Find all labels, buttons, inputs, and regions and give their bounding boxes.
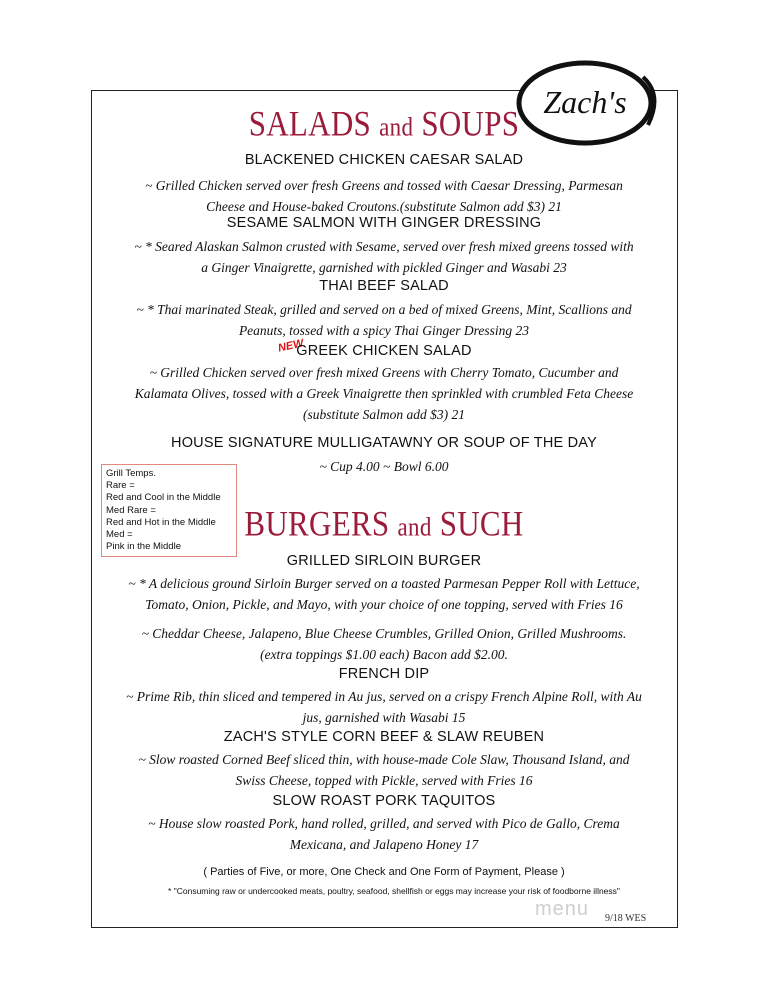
grill-temps-line: Med = (106, 529, 133, 541)
item-sirloin-burger-desc: ~ * A delicious ground Sirloin Burger served on a toasted Parmesan Pepper Roll with Lettuce, Tomato, Onion, Pickle, and Mayo, with your choice of one topping, served with Fries 16 (128, 576, 640, 612)
item-french-dip-desc: ~ Prime Rib, thin sliced and tempered in Au jus, served on a crispy French Alpine Roll, with Au jus, garnished with Wasabi 15 (126, 689, 642, 725)
grill-temps-line: Grill Temps. (106, 468, 156, 479)
burgers-such-title: BURGERS and SUCH (244, 503, 524, 544)
consumer-advisory: * "Consuming raw or undercooked meats, poultry, seafood, shellfish or eggs may increase your risk of foodborne illness" (168, 886, 620, 896)
item-sesame-salmon-desc: ~ * Seared Alaskan Salmon crusted with Sesame, served over fresh mixed greens tossed with a Ginger Vinaigrette, garnished with pickled Ginger and Wasabi 23 (134, 239, 634, 275)
item-thai-beef-desc: ~ * Thai marinated Steak, grilled and served on a bed of mixed Greens, Mint, Scallions and Peanuts, tossed with a spicy Thai Ginger Dressing 23 (136, 302, 632, 338)
grill-temps-line: Red and Cool in the Middle (106, 492, 221, 504)
grill-temps-line: Pink in the Middle (106, 541, 181, 553)
item-sesame-salmon-title: SESAME SALMON WITH GINGER DRESSING (226, 215, 542, 231)
item-greek-chicken-title: GREEK CHICKEN SALAD (296, 343, 472, 359)
item-reuben-title: ZACH'S STYLE CORN BEEF & SLAW REUBEN (223, 729, 545, 745)
item-taquitos-desc: ~ House slow roasted Pork, hand rolled, grilled, and served with Pico de Gallo, Crema Mexicana, and Jalapeno Honey 17 (148, 816, 620, 852)
item-caesar-salad-desc: ~ Grilled Chicken served over fresh Greens and tossed with Caesar Dressing, Parmesan Cheese and House-baked Croutons.(substitute Salmon add $3) 21 (145, 178, 623, 214)
grill-temps-line: Rare = (106, 480, 135, 492)
grill-temps-line: Med Rare = (106, 504, 156, 516)
item-caesar-salad-title: BLACKENED CHICKEN CAESAR SALAD (244, 152, 524, 168)
watermark: menu (535, 898, 590, 920)
item-reuben-desc: ~ Slow roasted Corned Beef sliced thin, with house-made Cole Slaw, Thousand Island, and Swiss Cheese, topped with Pickle, served with Fries 16 (138, 752, 630, 788)
item-soup-desc: ~ Cup 4.00 ~ Bowl 6.00 (319, 459, 449, 474)
item-french-dip-title: FRENCH DIP (338, 666, 430, 682)
item-greek-chicken-desc: ~ Grilled Chicken served over fresh mixed Greens with Cherry Tomato, Cucumber and Kalamata Olives, tossed with a Greek Vinaigrette then sprinkled with crumbled Feta Cheese (substitute Salmon add $3) 21 (134, 365, 634, 422)
grill-temps-line: Red and Hot in the Middle (106, 516, 216, 528)
item-soup-title: HOUSE SIGNATURE MULLIGATAWNY OR SOUP OF THE DAY (171, 435, 597, 451)
menu-code: 9/18 WES (605, 913, 647, 924)
item-sirloin-burger-title: GRILLED SIRLOIN BURGER (286, 553, 482, 569)
item-sirloin-burger-toppings: ~ Cheddar Cheese, Jalapeno, Blue Cheese Crumbles, Grilled Onion, Grilled Mushrooms. (extra toppings $1.00 each) Bacon add $2.00. (141, 626, 627, 662)
logo-text: Zach's (543, 84, 627, 120)
item-thai-beef-title: THAI BEEF SALAD (319, 278, 449, 294)
new-badge: NEW (277, 337, 305, 355)
parties-note: ( Parties of Five, or more, One Check and One Form of Payment, Please ) (203, 866, 565, 878)
salads-soups-title: SALADS and SOUPS (248, 103, 520, 144)
item-taquitos-title: SLOW ROAST PORK TAQUITOS (272, 793, 496, 809)
